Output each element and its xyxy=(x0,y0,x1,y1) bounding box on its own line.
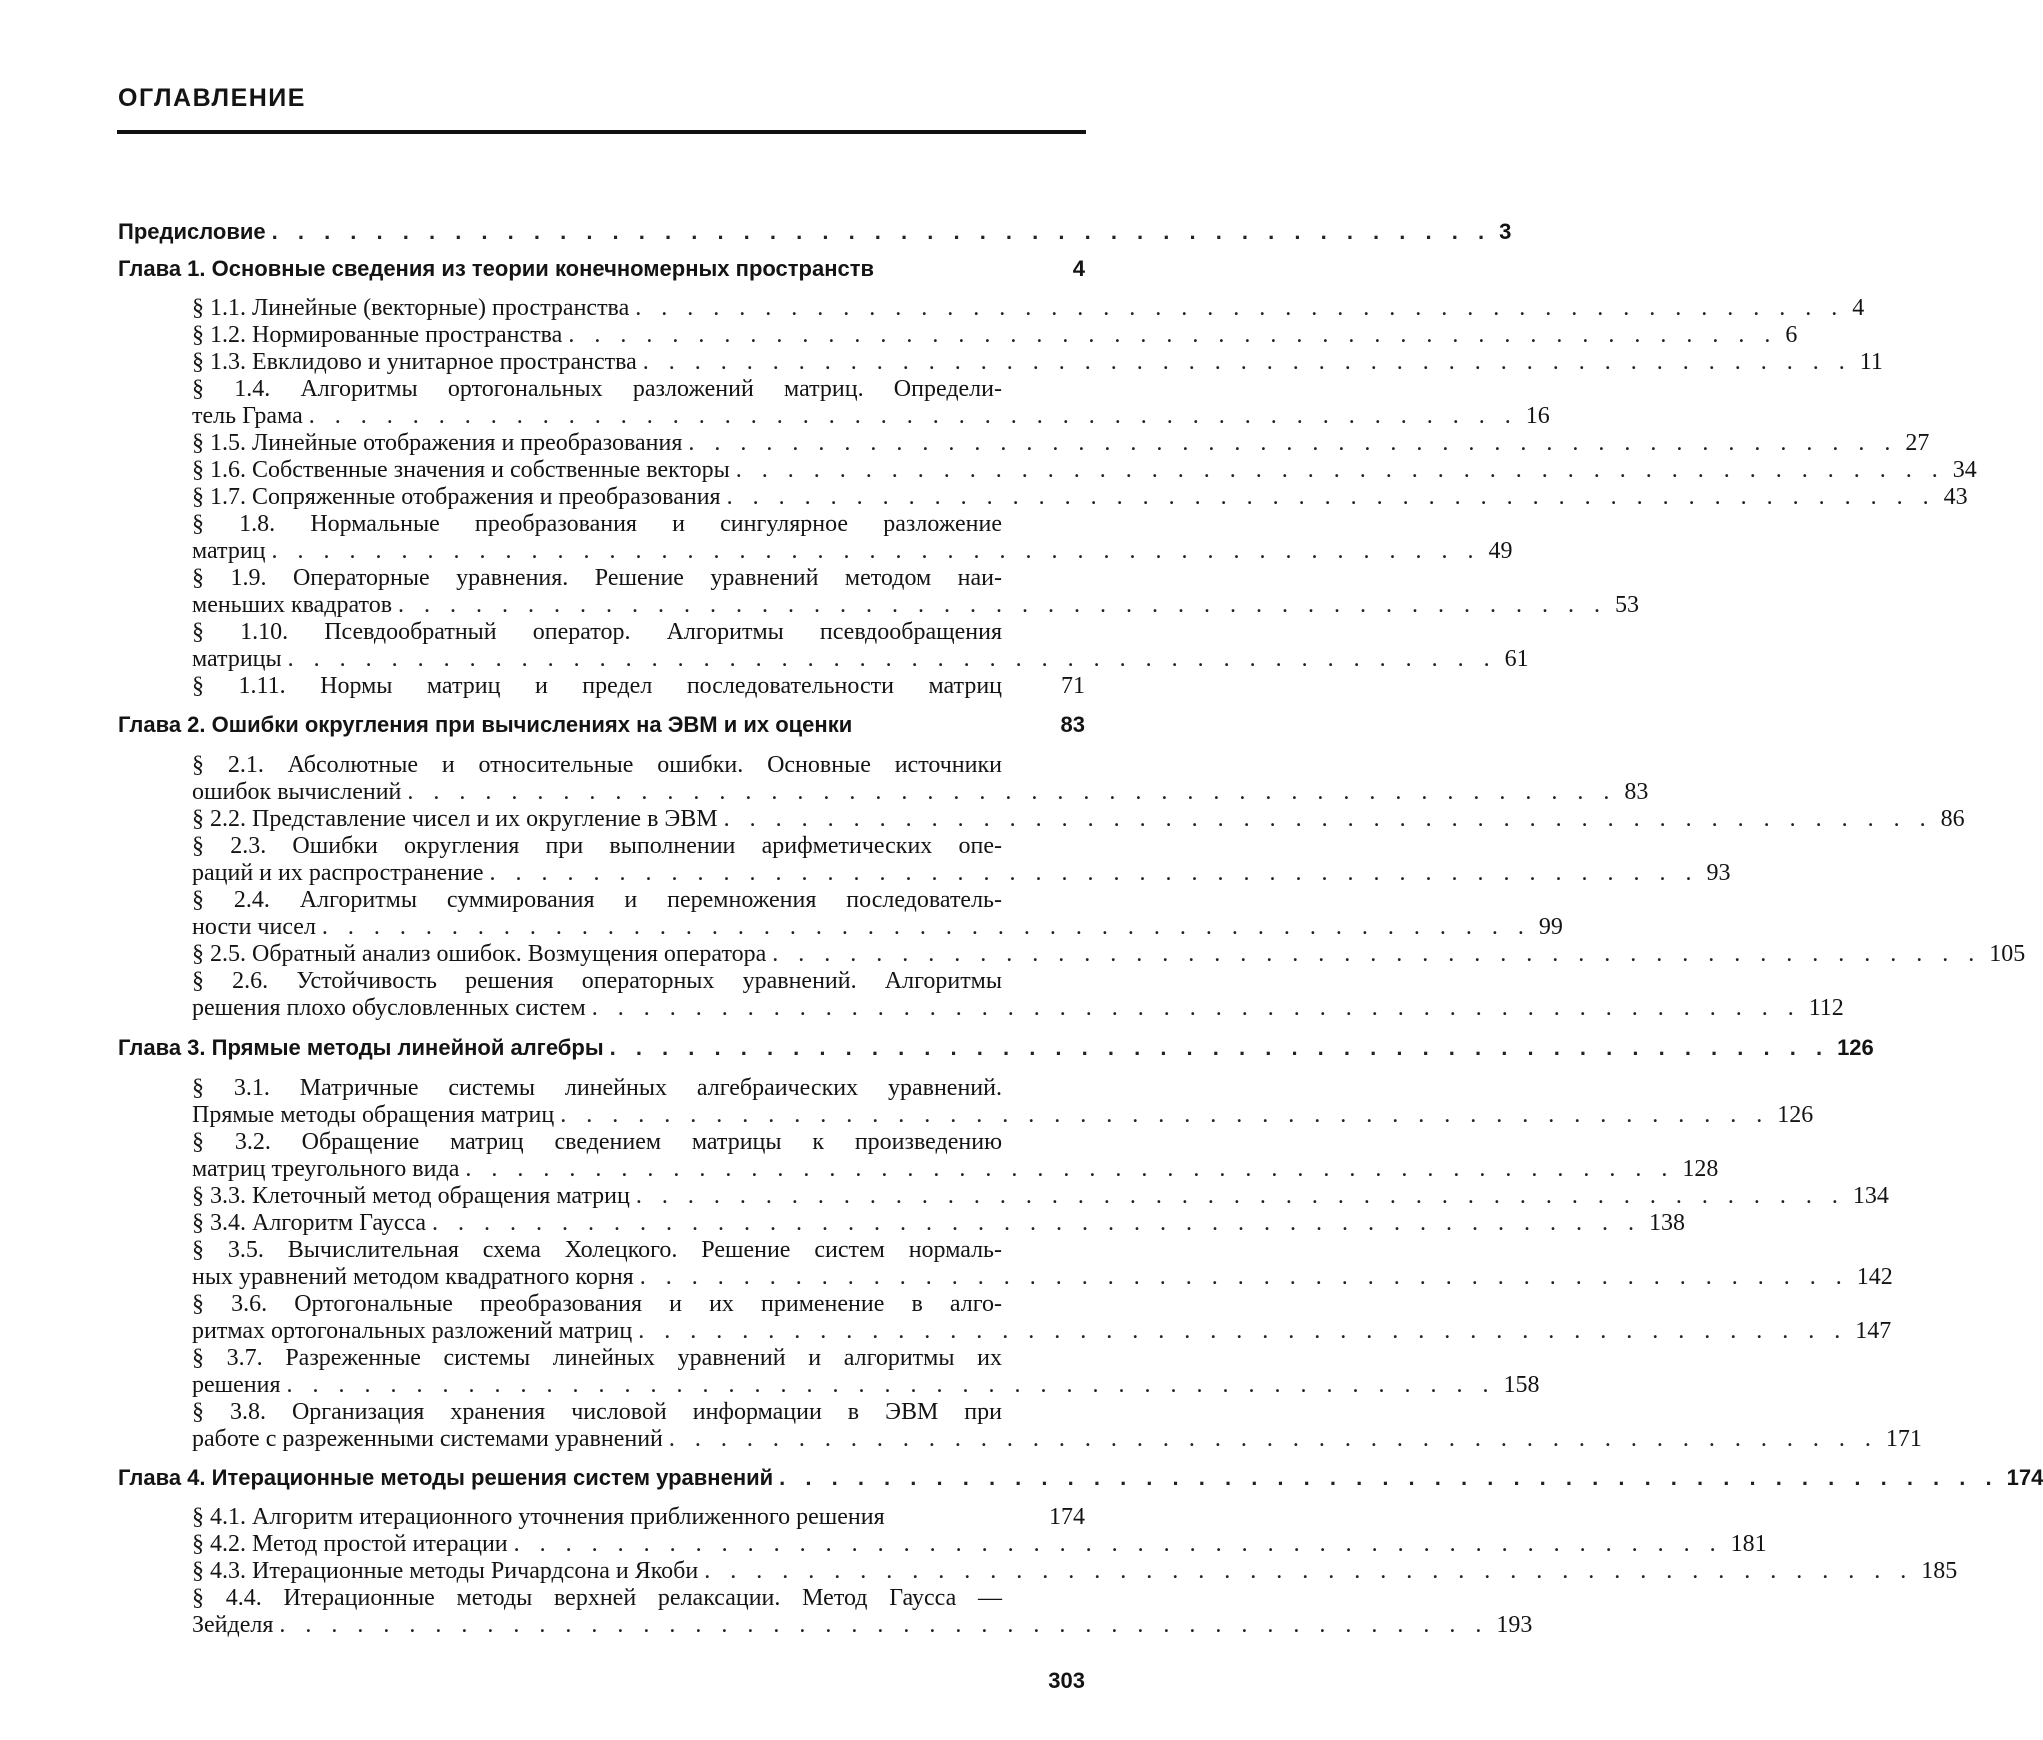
chapter-title: Глава 2. Ошибки округления при вычислениях на ЭВМ и их оценки xyxy=(118,712,853,737)
toc-section-3-5-line1: § 3.5. Вычислительная схема Холецкого. Решение систем нормаль- xyxy=(192,1237,1002,1263)
toc-section-3-8-line1: § 3.8. Организация хранения числовой информации в ЭВМ при xyxy=(192,1399,1002,1425)
page-number: 105 xyxy=(1989,941,2026,967)
section-title-cont: раций и их распространение xyxy=(192,860,484,886)
section-title-cont: ных уравнений методом квадратного корня xyxy=(192,1264,634,1290)
page-number: 193 xyxy=(1496,1612,1533,1638)
toc-section-3-6-line1: § 3.6. Ортогональные преобразования и их применение в алго- xyxy=(192,1291,1002,1317)
page-number: 61 xyxy=(1504,646,1529,672)
dot-leader xyxy=(704,1558,1913,1584)
section-title: § 3.3. Клеточный метод обращения матриц xyxy=(192,1183,630,1209)
section-title-cont: меньших квадратов xyxy=(192,592,393,618)
toc-section-2-6-line1: § 2.6. Устойчивость решения операторных уравнений. Алгоритмы xyxy=(192,968,1002,994)
toc-section-1-4-line1: § 1.4. Алгоритмы ортогональных разложений матриц. Определи- xyxy=(192,376,1002,402)
section-title-cont: матрицы xyxy=(192,646,282,672)
spacer xyxy=(880,256,1065,282)
toc-section-1-7[interactable] xyxy=(192,484,1968,510)
dot-leader xyxy=(568,322,1777,348)
page-number: 27 xyxy=(1905,430,1930,456)
dot-leader xyxy=(322,914,1531,940)
page-number: 126 xyxy=(1777,1102,1814,1128)
page-number: 49 xyxy=(1488,538,1513,564)
toc-section-3-2-line1: § 3.2. Обращение матриц сведением матрицы к произведению xyxy=(192,1129,1002,1155)
toc-section-1-11[interactable] xyxy=(192,673,1085,699)
section-title: § 1.7. Сопряженные отображения и преобразования xyxy=(192,484,721,510)
section-title: § 4.1. Алгоритм итерационного уточнения приближенного решения xyxy=(192,1504,885,1530)
page-number: 158 xyxy=(1503,1372,1540,1398)
page-number: 147 xyxy=(1855,1318,1892,1344)
dot-leader xyxy=(610,1035,1829,1061)
page-number: 174 xyxy=(2006,1465,2043,1490)
dot-leader xyxy=(736,457,1945,483)
spacer xyxy=(858,712,1052,738)
dot-leader xyxy=(465,1156,1674,1182)
section-title: § 1.5. Линейные отображения и преобразования xyxy=(192,430,683,456)
folio-page-number: 303 xyxy=(1048,1668,1085,1693)
dot-leader xyxy=(640,1264,1849,1290)
dot-leader xyxy=(279,1612,1488,1638)
dot-leader xyxy=(688,430,1897,456)
dot-leader xyxy=(514,1531,1723,1557)
toc-section-4-2[interactable] xyxy=(192,1531,1767,1557)
dot-leader xyxy=(432,1210,1641,1236)
section-title-cont: ошибок вычислений xyxy=(192,779,402,805)
page-number: 181 xyxy=(1730,1531,1767,1557)
page-number: 11 xyxy=(1859,349,1883,375)
section-title: § 1.3. Евклидово и унитарное пространства xyxy=(192,349,637,375)
dot-leader xyxy=(309,403,1518,429)
page-number: 171 xyxy=(1885,1426,1922,1452)
toc-chapter-2[interactable] xyxy=(118,712,1085,738)
toc-section-4-4[interactable] xyxy=(192,1612,1533,1638)
section-title-cont: Зейделя xyxy=(192,1612,274,1638)
page-number: 83 xyxy=(1624,779,1649,805)
toc-section-2-3-line1: § 2.3. Ошибки округления при выполнении арифметических опе- xyxy=(192,833,1002,859)
page-number: 99 xyxy=(1538,914,1563,940)
dot-leader xyxy=(636,1183,1845,1209)
toc-section-1-10[interactable] xyxy=(192,646,1529,672)
toc-section-1-10-line1: § 1.10. Псевдообратный оператор. Алгоритмы псевдообращения xyxy=(192,619,1002,645)
page-number: 53 xyxy=(1615,592,1640,618)
toc-section-2-4-line1: § 2.4. Алгоритмы суммирования и перемножения последователь- xyxy=(192,887,1002,913)
page-number: 6 xyxy=(1785,322,1798,348)
toc-section-1-4[interactable] xyxy=(192,403,1550,429)
section-title-cont: ности чисел xyxy=(192,914,316,940)
dot-leader xyxy=(779,1465,1998,1491)
section-title-cont: решения плохо обусловленных систем xyxy=(192,995,586,1021)
toc-section-1-6[interactable] xyxy=(192,457,1977,483)
toc-chapter-4[interactable] xyxy=(118,1465,2043,1491)
page-number: 138 xyxy=(1649,1210,1686,1236)
toc-section-1-3[interactable] xyxy=(192,349,1883,375)
chapter-title: Глава 1. Основные сведения из теории конечномерных пространств xyxy=(118,256,875,281)
dot-leader xyxy=(398,592,1607,618)
dot-leader xyxy=(288,646,1497,672)
toc-section-3-7-line1: § 3.7. Разреженные системы линейных уравнений и алгоритмы их xyxy=(192,1345,1002,1371)
toc-chapter-3[interactable] xyxy=(118,1035,1874,1061)
toc-section-3-2[interactable] xyxy=(192,1156,1719,1182)
page-number: 34 xyxy=(1952,457,1977,483)
toc-entry-preface[interactable] xyxy=(118,219,1512,245)
page-number: 16 xyxy=(1525,403,1550,429)
heading-rule xyxy=(117,130,1086,134)
spacer xyxy=(1008,673,1053,699)
page-number: 86 xyxy=(1940,806,1965,832)
page-number: 4 xyxy=(1852,295,1865,321)
toc-section-3-5[interactable] xyxy=(192,1264,1893,1290)
page-heading: ОГЛАВЛЕНИЕ xyxy=(118,84,306,112)
section-title: § 4.2. Метод простой итерации xyxy=(192,1531,508,1557)
toc-section-3-6[interactable] xyxy=(192,1318,1892,1344)
entry-title: Предисловие xyxy=(118,219,266,244)
toc-section-3-4[interactable] xyxy=(192,1210,1686,1236)
toc-chapter-1[interactable] xyxy=(118,256,1085,282)
toc-section-3-7[interactable] xyxy=(192,1372,1540,1398)
section-title: § 1.11. Нормы матриц и предел последовательности матриц xyxy=(192,673,1002,699)
page-number: 71 xyxy=(1061,673,1085,699)
dot-leader xyxy=(724,806,1933,832)
section-title: § 1.2. Нормированные пространства xyxy=(192,322,563,348)
section-title: § 1.6. Собственные значения и собственные векторы xyxy=(192,457,730,483)
toc-section-4-1[interactable] xyxy=(192,1504,1085,1530)
chapter-title: Глава 4. Итерационные методы решения систем уравнений xyxy=(118,1465,774,1490)
toc-section-2-1[interactable] xyxy=(192,779,1649,805)
toc-section-3-1-line1: § 3.1. Матричные системы линейных алгебраических уравнений. xyxy=(192,1075,1002,1101)
toc-section-1-8[interactable] xyxy=(192,538,1513,564)
section-title: § 4.3. Итерационные методы Ричардсона и Якоби xyxy=(192,1558,699,1584)
section-title-cont: Прямые методы обращения матриц xyxy=(192,1102,555,1128)
dot-leader xyxy=(727,484,1936,510)
dot-leader xyxy=(772,941,1981,967)
toc-section-1-9[interactable] xyxy=(192,592,1640,618)
section-title: § 1.1. Линейные (векторные) пространства xyxy=(192,295,630,321)
toc-section-2-2[interactable] xyxy=(192,806,1965,832)
toc-section-3-8[interactable] xyxy=(192,1426,1922,1452)
section-title: § 2.2. Представление чисел и их округление в ЭВМ xyxy=(192,806,718,832)
spacer xyxy=(891,1504,1041,1530)
toc-section-1-1[interactable] xyxy=(192,295,1865,321)
toc-section-2-6[interactable] xyxy=(192,995,1844,1021)
toc-section-1-9-line1: § 1.9. Операторные уравнения. Решение уравнений методом наи- xyxy=(192,565,1002,591)
section-title-cont: матриц xyxy=(192,538,266,564)
page-number: 126 xyxy=(1837,1035,1874,1060)
dot-leader xyxy=(407,779,1616,805)
dot-leader xyxy=(592,995,1801,1021)
dot-leader xyxy=(490,860,1699,886)
section-title-cont: ритмах ортогональных разложений матриц xyxy=(192,1318,633,1344)
page-number: 43 xyxy=(1943,484,1968,510)
dot-leader xyxy=(635,295,1844,321)
dot-leader xyxy=(272,538,1481,564)
page-number: 142 xyxy=(1856,1264,1893,1290)
toc-section-3-3[interactable] xyxy=(192,1183,1889,1209)
page-number: 128 xyxy=(1682,1156,1719,1182)
dot-leader xyxy=(638,1318,1847,1344)
section-title-cont: матриц треугольного вида xyxy=(192,1156,460,1182)
page-number: 4 xyxy=(1072,256,1085,281)
section-title: § 2.5. Обратный анализ ошибок. Возмущения оператора xyxy=(192,941,767,967)
dot-leader xyxy=(560,1102,1769,1128)
toc-section-2-1-line1: § 2.1. Абсолютные и относительные ошибки. Основные источники xyxy=(192,752,1002,778)
section-title: § 3.4. Алгоритм Гаусса xyxy=(192,1210,427,1236)
section-title-cont: тель Грама xyxy=(192,403,303,429)
toc-section-3-1[interactable] xyxy=(192,1102,1814,1128)
page-number: 3 xyxy=(1499,219,1512,244)
page-number: 185 xyxy=(1921,1558,1958,1584)
toc-section-2-4[interactable] xyxy=(192,914,1563,940)
toc-section-2-5[interactable] xyxy=(192,941,2026,967)
toc-section-2-3[interactable] xyxy=(192,860,1731,886)
page-number: 112 xyxy=(1808,995,1844,1021)
page-number: 83 xyxy=(1060,712,1085,737)
toc-section-1-8-line1: § 1.8. Нормальные преобразования и сингулярное разложение xyxy=(192,511,1002,537)
chapter-title: Глава 3. Прямые методы линейной алгебры xyxy=(118,1035,604,1060)
toc-section-4-4-line1: § 4.4. Итерационные методы верхней релаксации. Метод Гаусса — xyxy=(192,1585,1002,1611)
page-number: 174 xyxy=(1049,1504,1085,1530)
toc-section-1-5[interactable] xyxy=(192,430,1930,456)
dot-leader xyxy=(272,219,1491,245)
toc-section-4-3[interactable] xyxy=(192,1558,1958,1584)
dot-leader xyxy=(643,349,1852,375)
page-number: 134 xyxy=(1852,1183,1889,1209)
toc-section-1-2[interactable] xyxy=(192,322,1798,348)
section-title-cont: решения xyxy=(192,1372,281,1398)
dot-leader xyxy=(287,1372,1496,1398)
dot-leader xyxy=(669,1426,1878,1452)
page-number: 93 xyxy=(1706,860,1731,886)
section-title-cont: работе с разреженными системами уравнений xyxy=(192,1426,663,1452)
